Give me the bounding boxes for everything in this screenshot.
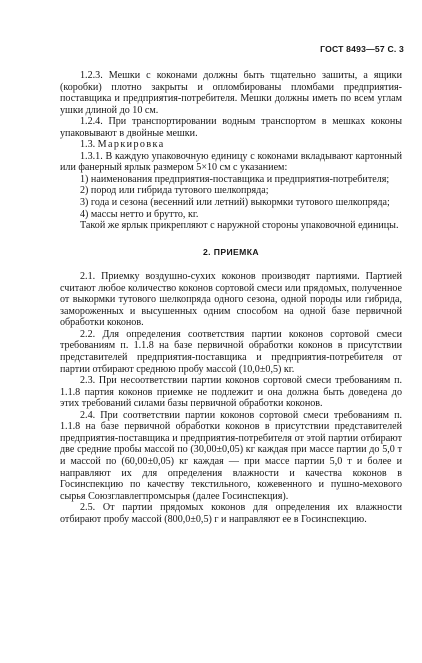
- paragraph-2-2: 2.2. Для определения соответствия партии коконов сортовой смеси требованиям п. 1.1.8 на базе первичной обработки коконов в присутствии представителей предприятия-поставщика и предприятия-потребителя от партии отбирают среднюю пробу массой (10,0±0,5) кг.: [60, 328, 402, 375]
- paragraph-1-2-4: 1.2.4. При транспортировании водным транспортом в мешках коконы упаковывают в двойные мешки.: [60, 116, 402, 139]
- paragraph-1-2-3: 1.2.3. Мешки с коконами должны быть тщательно зашиты, а ящики (коробки) плотно закрыты и опломбированы пломбами предприятия-поставщика и предприятия-потребителя. Мешки должны иметь по всем углам ушки длиной до 10 см.: [60, 70, 402, 116]
- paragraph-2-3: 2.3. При несоответствии партии коконов сортовой смеси требованиям п. 1.1.8 партия коконов приемке не подлежит и она должна быть доведена до этих требований силами базы первичной обработки коконов.: [60, 375, 402, 410]
- section-title: 2. ПРИЕМКА: [203, 246, 259, 257]
- paragraph-label-outside: Такой же ярлык прикрепляют с наружной стороны упаковочной единицы.: [80, 220, 399, 232]
- paragraph-2-4: 2.4. При соответствии партии коконов сортовой смеси требованиям п. 1.1.8 на базе первичной обработки коконов в присутствии представителей предприятия-поставщика и предприятия-потребителя от этой партии отбирают две средние пробы массой по (30,00±0,05) кг каждая при массе партии до 5,0 т и массой по (60,00±0,05) кг каждая — при массе партии 5,0 т и более и направляют их для определения влажности и качества коконов в Госинспекцию по качеству текстильного, кожевенного и пушно-мехового сырья Союзглавлегпромсырья (далее Госинспекция).: [60, 409, 402, 502]
- list-item-4: 4) массы нетто и брутто, кг.: [80, 208, 199, 220]
- list-item-1: 1) наименования предприятия-поставщика и предприятия-потребителя;: [80, 173, 390, 185]
- list-item-2: 2) пород или гибрида тутового шелкопряда;: [80, 185, 269, 197]
- page-header: ГОСТ 8493—57 С. 3: [320, 44, 404, 54]
- paragraph-2-1: 2.1. Приемку воздушно-сухих коконов производят партиями. Партией считают любое количество коконов сортовой смеси или прядомых, полученное от выкормки тутового шелкопряда одного сезона, одной породы или гибрида, замороженных и высушенных одним способом на одной базе первичной обработки коконов.: [60, 271, 402, 329]
- paragraph-2-5: 2.5. От партии прядомых коконов для определения их влажности отбирают пробу массой (800,0±0,5) г и направляют ее в Госинспекцию.: [60, 502, 402, 525]
- subsection-heading-marking: [60, 139, 402, 151]
- document-body: [60, 70, 402, 525]
- list-item-3: 3) года и сезона (весенний или летний) выкормки тутового шелкопряда;: [80, 197, 390, 209]
- subsection-title: Маркировка: [97, 139, 165, 151]
- subsection-number: 1.3.: [80, 139, 96, 151]
- paragraph-1-3-1: 1.3.1. В каждую упаковочную единицу с коконами вкладывают картонный или фанерный ярлык размером 5×10 см с указанием:: [60, 150, 402, 174]
